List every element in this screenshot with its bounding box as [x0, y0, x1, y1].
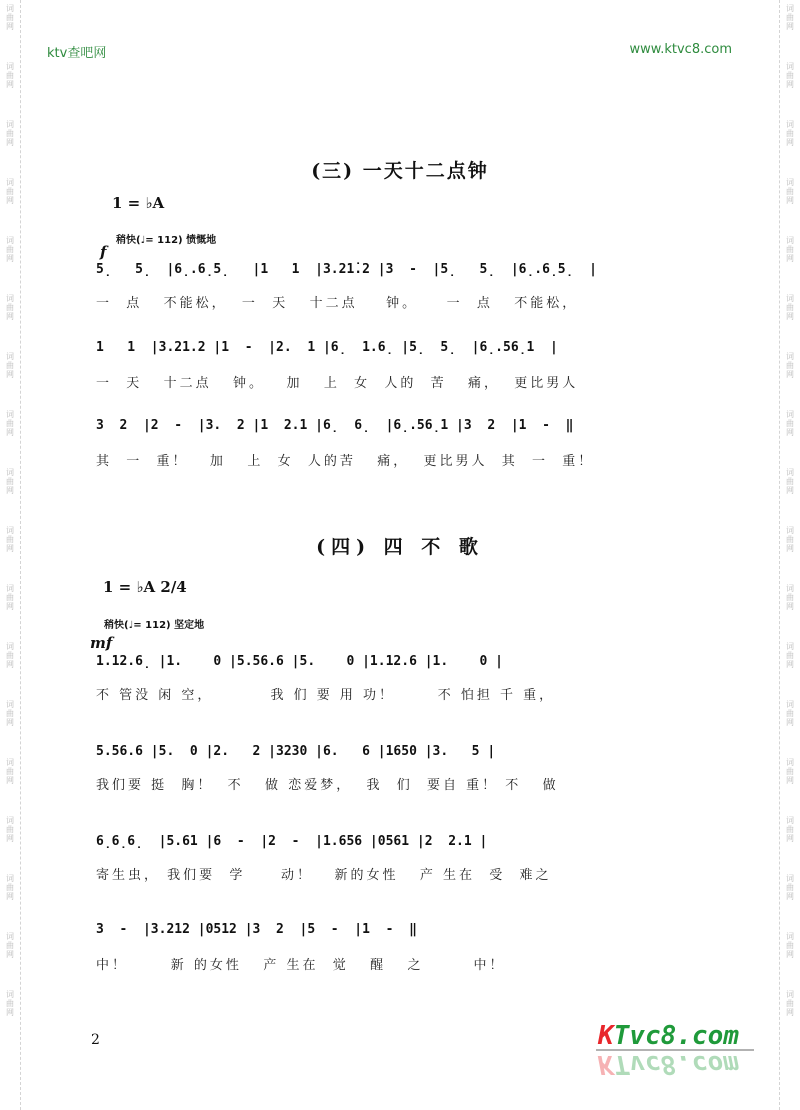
- watermark-glyph-group: 词 曲 网: [6, 120, 14, 147]
- watermark-glyph-group: 词 曲 网: [6, 352, 14, 379]
- watermark-glyph-group: 词 曲 网: [786, 990, 794, 1017]
- song4-key: 1 = ♭A 2/4: [103, 578, 187, 596]
- watermark-glyph-group: 词 曲 网: [6, 4, 14, 31]
- svg-text:KTvc8.com: KTvc8.com: [598, 1049, 739, 1079]
- watermark-glyph-group: 词 曲 网: [786, 584, 794, 611]
- watermark-glyph-group: 词 曲 网: [786, 120, 794, 147]
- watermark-glyph-group: 词 曲 网: [786, 4, 794, 31]
- watermark-glyph-group: 词 曲 网: [6, 410, 14, 437]
- watermark-glyph-group: 词 曲 网: [786, 758, 794, 785]
- song4-notes-row: 3 - |3.212 |0512 |3 2 |5 - |1 - ‖: [96, 922, 417, 937]
- watermark-glyph-group: 词 曲 网: [6, 468, 14, 495]
- song4-lyrics-row: 中！ 新 的女性 产 生在 觉 醒 之 中！: [96, 958, 506, 973]
- watermark-glyph-group: 词 曲 网: [6, 700, 14, 727]
- song3-key: 1 = ♭A: [112, 194, 165, 212]
- song3-lyrics-row: 一 点 不能松， 一 天 十二点 钟。 一 点 不能松，: [96, 296, 579, 311]
- watermark-glyph-group: 词 曲 网: [786, 294, 794, 321]
- watermark-glyph-group: 词 曲 网: [786, 410, 794, 437]
- watermark-glyph-group: 词 曲 网: [786, 352, 794, 379]
- watermark-glyph-group: 词 曲 网: [786, 62, 794, 89]
- song4-dynamic: mf: [90, 634, 113, 652]
- watermark-glyph-group: 词 曲 网: [6, 874, 14, 901]
- watermark-glyph-group: 词 曲 网: [6, 526, 14, 553]
- site-name-header: ktv查吧网: [47, 46, 107, 61]
- site-url-header: www.ktvc8.com: [629, 42, 732, 57]
- song3-tempo: 稍快(♩= 112) 愤慨地: [116, 235, 217, 246]
- page-number: 2: [91, 1032, 100, 1048]
- song3-notes-row: 3 2 |2 - |3. 2 |1 2.1 |6̣ 6̣ |6̣.56̣1 |3 2 |1 - ‖: [96, 418, 574, 433]
- watermark-glyph-group: 词 曲 网: [6, 178, 14, 205]
- watermark-glyph-group: 词 曲 网: [6, 62, 14, 89]
- song4-notes-row: 6̣6̣6̣ |5.61 |6 - |2 - |1.656 |0561 |2 2.1 |: [96, 834, 488, 849]
- song3-notes-row: 1 1 |3.21.2 |1 - |2. 1 |6̣ 1.6̣ |5̣ 5̣ |6̣.56̣1 |: [96, 340, 558, 355]
- watermark-glyph-group: 词 曲 网: [6, 816, 14, 843]
- song4-notes-row: 1.12.6̣ |1. 0 |5.56.6 |5. 0 |1.12.6 |1. 0 |: [96, 654, 503, 669]
- site-logo: [596, 1018, 756, 1098]
- watermark-glyph-group: 词 曲 网: [6, 758, 14, 785]
- svg-text:KTvc8.com: KTvc8.com: [598, 1021, 739, 1051]
- song4-title: (四) 四 不 歌: [316, 536, 484, 558]
- song3-title: (三) 一天十二点钟: [311, 160, 489, 182]
- watermark-glyph-group: 词 曲 网: [786, 874, 794, 901]
- watermark-glyph-group: 词 曲 网: [6, 294, 14, 321]
- song4-tempo: 稍快(♩= 112) 坚定地: [104, 620, 205, 631]
- watermark-glyph-group: 词 曲 网: [6, 236, 14, 263]
- watermark-glyph-group: 词 曲 网: [786, 468, 794, 495]
- watermark-glyph-group: 词 曲 网: [6, 932, 14, 959]
- song4-notes-row: 5.56.6 |5. 0 |2. 2 |3230 |6. 6 |1650 |3. 5 |: [96, 744, 496, 759]
- watermark-glyph-group: 词 曲 网: [786, 526, 794, 553]
- song4-lyrics-row: 不 管没 闲 空， 我 们 要 用 功！ 不 怕担 千 重，: [96, 688, 556, 703]
- song3-dynamic: f: [100, 243, 107, 261]
- watermark-glyph-group: 词 曲 网: [6, 584, 14, 611]
- song3-lyrics-row: 一 天 十二点 钟。 加 上 女 人的 苦 痛， 更比男人: [96, 376, 579, 391]
- song4-lyrics-row: 我们要 挺 胸！ 不 做 恋爱梦， 我 们 要自 重！ 不 做: [96, 778, 559, 793]
- song4-lyrics-row: 寄生虫， 我们要 学 动！ 新的女性 产 生在 受 难之: [96, 868, 552, 883]
- watermark-glyph-group: 词 曲 网: [786, 236, 794, 263]
- watermark-glyph-group: 词 曲 网: [786, 932, 794, 959]
- watermark-glyph-group: 词 曲 网: [786, 642, 794, 669]
- watermark-glyph-group: 词 曲 网: [6, 990, 14, 1017]
- watermark-glyph-group: 词 曲 网: [786, 178, 794, 205]
- watermark-glyph-group: 词 曲 网: [6, 642, 14, 669]
- watermark-glyph-group: 词 曲 网: [786, 816, 794, 843]
- song3-notes-row: 5̣ 5̣ |6̣.6̣5̣ |1 1 |3.21̇.2 |3 - |5̣ 5̣ |6̣.6̣5̣ |: [96, 262, 597, 277]
- song3-lyrics-row: 其 一 重！ 加 上 女 人的苦 痛， 更比男人 其 一 重！: [96, 454, 595, 469]
- watermark-glyph-group: 词 曲 网: [786, 700, 794, 727]
